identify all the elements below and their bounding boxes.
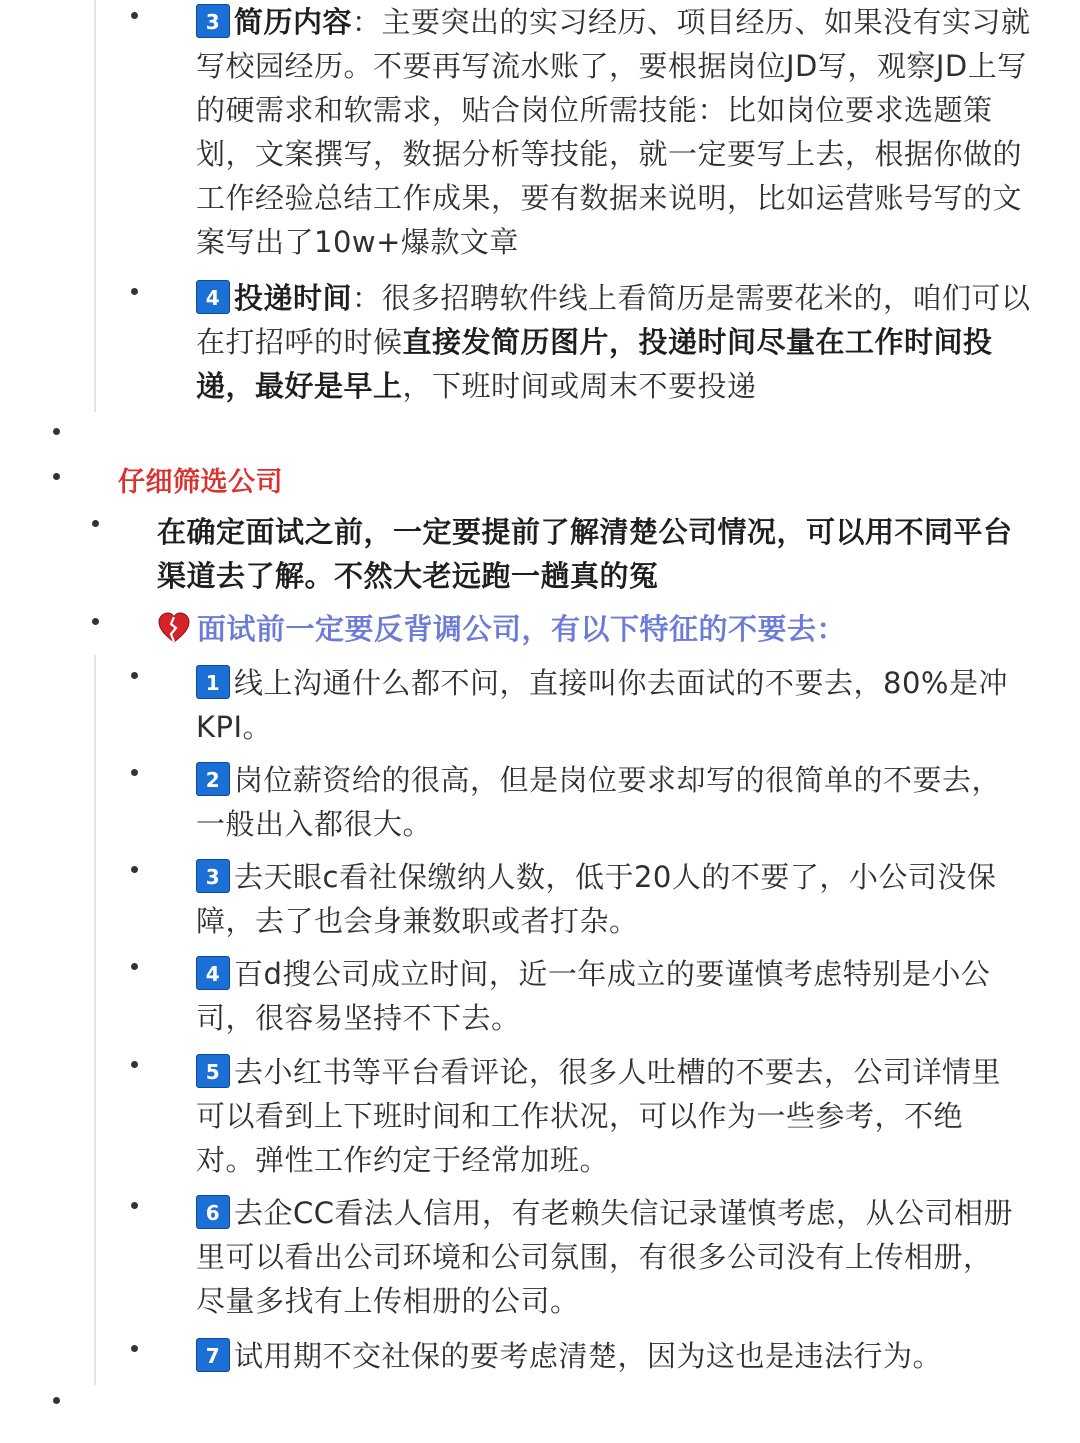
bullet-dot-icon	[131, 672, 138, 679]
section-title: 仔细筛选公司	[118, 467, 283, 498]
bullet-dot-icon	[92, 618, 99, 625]
company-item-3: 3 去天眼c看社保缴纳人数，低于20人的不要了，小公司没保 障，去了也会身兼数职或者打杂。	[196, 860, 997, 938]
bullet-dot-icon	[53, 428, 60, 435]
company-intro: 在确定面试之前，一定要提前了解清楚公司情况，可以用不同平台渠道去了解。不然大老远跑一趟真的冤	[157, 515, 1013, 593]
company-item-1: 1 线上沟通什么都不问，直接叫你去面试的不要去，80%是冲 KPI。	[196, 666, 1008, 744]
number-2-badge-icon: 2	[196, 762, 230, 796]
number-4-badge-icon: 4	[196, 956, 230, 990]
resume-item-3-body: 主要突出的实习经历、项目经历、如果没有实习就写校园经历。不要再写流水账了，要根据岗位JD写，观察JD上写的硬需求和软需求，贴合岗位所需技能：比如岗位要求选题策划，文案撰写，数据分析等技能，就一定要写上去，根据你做的工作经验总结工作成果，要有数据来说明，比如运营账号写的文案写出了10w+爆款文章	[196, 5, 1031, 259]
company-item-2: 2 岗位薪资给的很高，但是岗位要求却写的很简单的不要去， 一般出入都很大。	[196, 763, 1002, 841]
bullet-dot-icon	[131, 963, 138, 970]
bullet-dot-icon	[92, 520, 99, 527]
company-item-6: 6 去企CC看法人信用，有老赖失信记录谨慎考虑，从公司相册 里可以看出公司环境和公司氛围，有很多公司没有上传相册， 尽量多找有上传相册的公司。	[196, 1196, 1013, 1318]
number-3-badge-icon: 3	[196, 4, 230, 38]
bullet-dot-icon	[131, 12, 138, 19]
warning-heading: 面试前一定要反背调公司，有以下特征的不要去：	[157, 607, 846, 651]
number-4-badge-icon: 4	[196, 280, 230, 314]
bullet-dot-icon	[53, 473, 60, 480]
number-6-badge-icon: 6	[196, 1195, 230, 1229]
resume-item-4-title: 投递时间	[234, 281, 353, 315]
number-5-badge-icon: 5	[196, 1054, 230, 1088]
company-item-7: 7 试用期不交社保的要考虑清楚，因为这也是违法行为。	[196, 1334, 1046, 1378]
bullet-dot-icon	[131, 1202, 138, 1209]
number-7-badge-icon: 7	[196, 1338, 230, 1372]
company-item-5: 5 去小红书等平台看评论，很多人吐槽的不要去，公司详情里 可以看到上下班时间和工作状况，可以作为一些参考，不绝 对。弹性工作约定于经常加班。	[196, 1055, 1002, 1177]
indent-guide-top	[94, 0, 96, 412]
resume-item-4: 4 投递时间：很多招聘软件线上看简历是需要花米的，咱们可以在打招呼的时候直接发简历图片，投递时间尽量在工作时间投递，最好是早上，下班时间或周末不要投递	[196, 281, 1031, 403]
bullet-dot-icon	[131, 1345, 138, 1352]
bullet-dot-icon	[53, 1397, 60, 1404]
number-1-badge-icon: 1	[196, 665, 230, 699]
number-3-badge-icon: 3	[196, 859, 230, 893]
indent-guide-bottom	[94, 655, 96, 1385]
bullet-dot-icon	[131, 866, 138, 873]
bullet-dot-icon	[131, 288, 138, 295]
bullet-dot-icon	[131, 769, 138, 776]
broken-heart-icon	[157, 611, 191, 645]
resume-item-3-title: 简历内容	[234, 5, 353, 39]
resume-item-3: 3 简历内容：主要突出的实习经历、项目经历、如果没有实习就写校园经历。不要再写流水账了，要根据岗位JD写，观察JD上写的硬需求和软需求，贴合岗位所需技能：比如岗位要求选题策划，文案撰写，数据分析等技能，就一定要写上去，根据你做的工作经验总结工作成果，要有数据来说明，比如运营账号写的文案写出了10w+爆款文章	[196, 5, 1031, 259]
company-item-4: 4 百d搜公司成立时间，近一年成立的要谨慎考虑特别是小公 司，很容易坚持不下去。	[196, 957, 991, 1035]
bullet-dot-icon	[131, 1061, 138, 1068]
